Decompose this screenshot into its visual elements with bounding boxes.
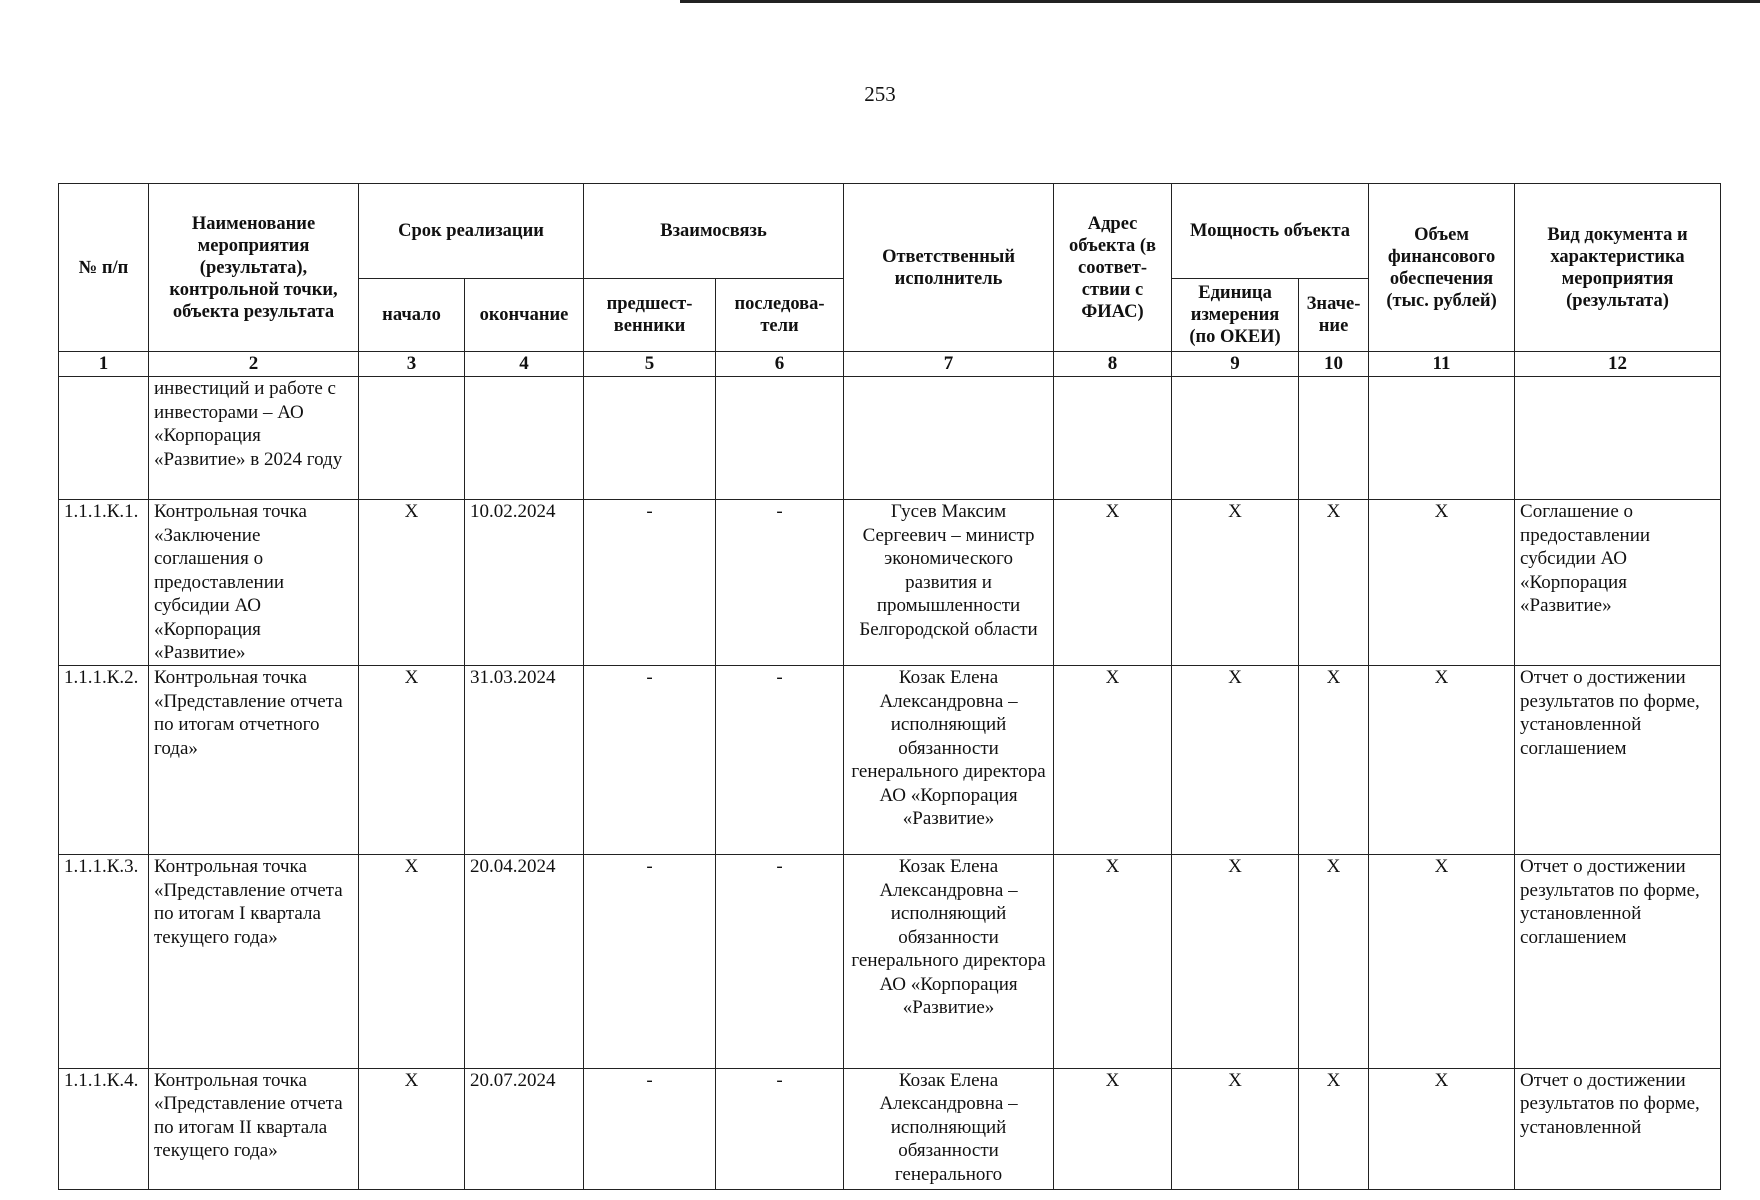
column-number: 4 <box>465 352 584 377</box>
cell-next: - <box>716 855 844 1068</box>
header-capacity: Мощность объекта <box>1172 184 1369 279</box>
cell-next: - <box>716 500 844 666</box>
column-number: 11 <box>1369 352 1515 377</box>
column-number: 9 <box>1172 352 1299 377</box>
cell-document: Отчет о достижении результатов по форме, установленной <box>1515 1068 1721 1189</box>
header-address: Адрес объекта (в соответ-ствии с ФИАС) <box>1054 184 1172 352</box>
column-number: 12 <box>1515 352 1721 377</box>
column-number: 10 <box>1299 352 1369 377</box>
cell-name: Контрольная точка «Заключение соглашения о предоставлении субсидии АО «Корпорация «Развитие» <box>149 500 359 666</box>
cell-funding: X <box>1369 855 1515 1068</box>
column-number: 6 <box>716 352 844 377</box>
table-row-continuation <box>59 377 1721 500</box>
cell-name: инвестиций и работе с инвесторами – АО «Корпорация «Развитие» в 2024 году <box>149 377 359 500</box>
cell-document: Соглашение о предоставлении субсидии АО «Корпорация «Развитие» <box>1515 500 1721 666</box>
cell-value: X <box>1299 500 1369 666</box>
column-number: 5 <box>584 352 716 377</box>
cell-value: X <box>1299 855 1369 1068</box>
cell-address: X <box>1054 1068 1172 1189</box>
cell-next: - <box>716 666 844 855</box>
table-row <box>59 1068 1721 1189</box>
header-period-end: окончание <box>465 279 584 352</box>
cell-address: X <box>1054 666 1172 855</box>
cell-value: X <box>1299 1068 1369 1189</box>
cell-name: Контрольная точка «Представление отчета по итогам отчетного года» <box>149 666 359 855</box>
cell-end: 20.04.2024 <box>465 855 584 1068</box>
header-capacity-value: Значе-ние <box>1299 279 1369 352</box>
cell-start: X <box>359 500 465 666</box>
header-period: Срок реализации <box>359 184 584 279</box>
cell-start: X <box>359 1068 465 1189</box>
cell-unit: X <box>1172 1068 1299 1189</box>
table-row <box>59 500 1721 666</box>
cell-responsible: Козак Елена Александровна – исполняющий обязанности генерального директора АО «Корпорация «Развитие» <box>844 666 1054 855</box>
cell-code: 1.1.1.К.1. <box>59 500 149 666</box>
cell-responsible: Гусев Максим Сергеевич – министр экономического развития и промышленности Белгородской области <box>844 500 1054 666</box>
cell-responsible: Козак Елена Александровна – исполняющий обязанности генерального директора АО «Корпорация «Развитие» <box>844 855 1054 1068</box>
cell-start: X <box>359 666 465 855</box>
cell-prev: - <box>584 500 716 666</box>
cell-next: - <box>716 1068 844 1189</box>
header-capacity-unit: Единица измерения (по ОКЕИ) <box>1172 279 1299 352</box>
cell-funding: X <box>1369 666 1515 855</box>
cell-address: X <box>1054 500 1172 666</box>
column-number: 8 <box>1054 352 1172 377</box>
cell-unit: X <box>1172 666 1299 855</box>
header-period-start: начало <box>359 279 465 352</box>
cell-prev: - <box>584 855 716 1068</box>
plan-table <box>58 183 1721 1190</box>
table-row <box>59 666 1721 855</box>
cell-responsible: Козак Елена Александровна – исполняющий обязанности генерального <box>844 1068 1054 1189</box>
header-relation-next: последова-тели <box>716 279 844 352</box>
cell-prev: - <box>584 1068 716 1189</box>
cell-name: Контрольная точка «Представление отчета по итогам I квартала текущего года» <box>149 855 359 1068</box>
page-number: 253 <box>864 82 896 106</box>
cell-start: X <box>359 855 465 1068</box>
header-responsible: Ответственный исполнитель <box>844 184 1054 352</box>
cell-end: 31.03.2024 <box>465 666 584 855</box>
cell-code: 1.1.1.К.4. <box>59 1068 149 1189</box>
cell-unit: X <box>1172 500 1299 666</box>
top-rule <box>680 0 1760 3</box>
cell-funding: X <box>1369 500 1515 666</box>
header-no: № п/п <box>59 184 149 352</box>
header-name: Наименование мероприятия (результата), контрольной точки, объекта результата <box>149 184 359 352</box>
cell-value: X <box>1299 666 1369 855</box>
cell-unit: X <box>1172 855 1299 1068</box>
column-number: 1 <box>59 352 149 377</box>
cell-address: X <box>1054 855 1172 1068</box>
header-relation-prev: предшест-венники <box>584 279 716 352</box>
cell-end: 20.07.2024 <box>465 1068 584 1189</box>
cell-document: Отчет о достижении результатов по форме, установленной соглашением <box>1515 666 1721 855</box>
header-relation: Взаимосвязь <box>584 184 844 279</box>
cell-code: 1.1.1.К.3. <box>59 855 149 1068</box>
table-row <box>59 855 1721 1068</box>
cell-end: 10.02.2024 <box>465 500 584 666</box>
column-number: 3 <box>359 352 465 377</box>
cell-code: 1.1.1.К.2. <box>59 666 149 855</box>
header-funding: Объем финансового обеспечения (тыс. рублей) <box>1369 184 1515 352</box>
column-number: 2 <box>149 352 359 377</box>
column-number: 7 <box>844 352 1054 377</box>
column-number-row <box>59 352 1721 377</box>
cell-funding: X <box>1369 1068 1515 1189</box>
cell-name: Контрольная точка «Представление отчета по итогам II квартала текущего года» <box>149 1068 359 1189</box>
cell-document: Отчет о достижении результатов по форме, установленной соглашением <box>1515 855 1721 1068</box>
cell-prev: - <box>584 666 716 855</box>
header-document: Вид документа и характеристика мероприятия (результата) <box>1515 184 1721 352</box>
cell-code <box>59 377 149 500</box>
